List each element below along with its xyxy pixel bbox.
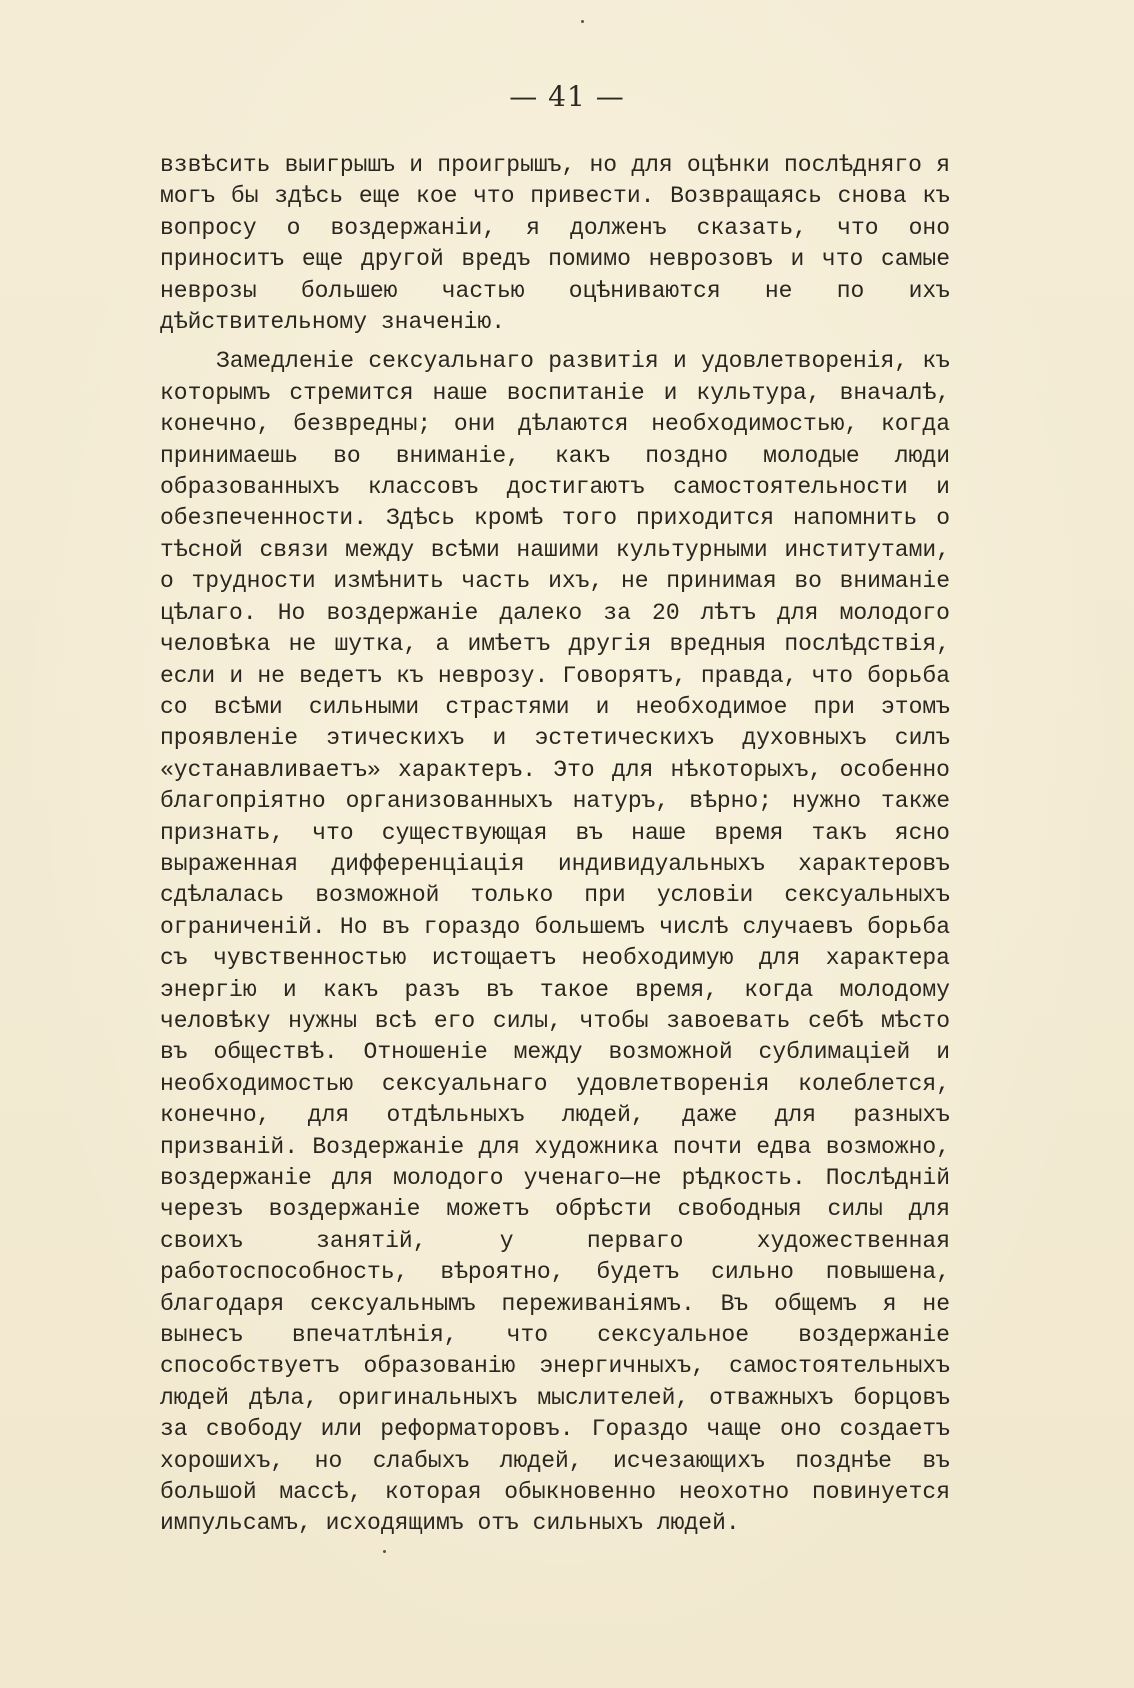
page-number: — 41 — — [509, 80, 625, 113]
body-text — [160, 150, 950, 1540]
print-speck — [383, 1550, 386, 1553]
print-speck — [581, 20, 584, 23]
paragraph-1: взвѣсить выигрышъ и проигрышъ, но для оцѣнки послѣдняго я могъ бы здѣсь еще кое что привести. Возвращаясь снова къ вопросу о воздержанiи, я долженъ сказать, что оно приноситъ еще другой вредъ помимо неврозовъ и что самые неврозы большею частью оцѣниваются не по ихъ дѣйствительному значенiю. — [160, 152, 950, 336]
paragraph-2: Замедленiе сексуальнаго развитiя и удовлетворенiя, къ которымъ стремится наше воспитанiе и культура, вначалѣ, конечно, безвредны; они дѣлаются необходимостью, когда принимаешь во вниманiе, какъ поздно молодые люди образованныхъ классовъ достигаютъ самостоятельности и обезпеченности. Здѣсь кромѣ того приходится напомнить о тѣсной связи между всѣми нашими культурными институтами, о трудности измѣнить часть ихъ, не принимая во вниманiе цѣлаго. Но воздержанiе далеко за 20 лѣтъ для молодого человѣка не шутка, а имѣетъ другiя вредныя послѣдствiя, если и не ведетъ къ неврозу. Говорятъ, правда, что борьба со всѣми сильными страстями и необходимое при этомъ проявленiе этическихъ и эстетическихъ духовныхъ силъ «устанавливаетъ» характеръ. Это для нѣкоторыхъ, особенно благопрiятно организованныхъ натуръ, вѣрно; нужно также признать, что существующая въ наше время такъ ясно выраженная дифференцiацiя индивидуальныхъ характеровъ сдѣлалась возможной только при условiи сексуальныхъ ограниченiй. Но въ гораздо большемъ числѣ случаевъ борьба съ чувственностью истощаетъ необходимую для характера энергiю и какъ разъ въ такое время, когда молодому человѣку нужны всѣ его силы, чтобы завоевать себѣ мѣсто въ обществѣ. Отношенiе между возможной сублимацiей и необходимостью сексуальнаго удовлетворенiя колеблется, конечно, для отдѣльныхъ людей, даже для разныхъ призванiй. Воздержанiе для художника почти едва возможно, воздержанiе для молодого ученаго—не рѣдкость. Послѣднiй черезъ воздержанiе можетъ обрѣсти свободныя силы для своихъ занятiй, у перваго художественная работоспособность, вѣроятно, будетъ сильно повышена, благодаря сексуальнымъ переживанiямъ. Въ общемъ я не вынесъ впечатлѣнiя, что сексуальное воздержанiе способствуетъ образованiю энергичныхъ, самостоятельныхъ людей дѣла, оригинальныхъ мыслителей, отважныхъ борцовъ за свободу или реформаторовъ. Гораздо чаще оно создаетъ хорошихъ, но слабыхъ людей, исчезающихъ позднѣе въ большой массѣ, которая обыкновенно неохотно повинуется импульсамъ, исходящимъ отъ сильныхъ людей. — [160, 348, 950, 1537]
